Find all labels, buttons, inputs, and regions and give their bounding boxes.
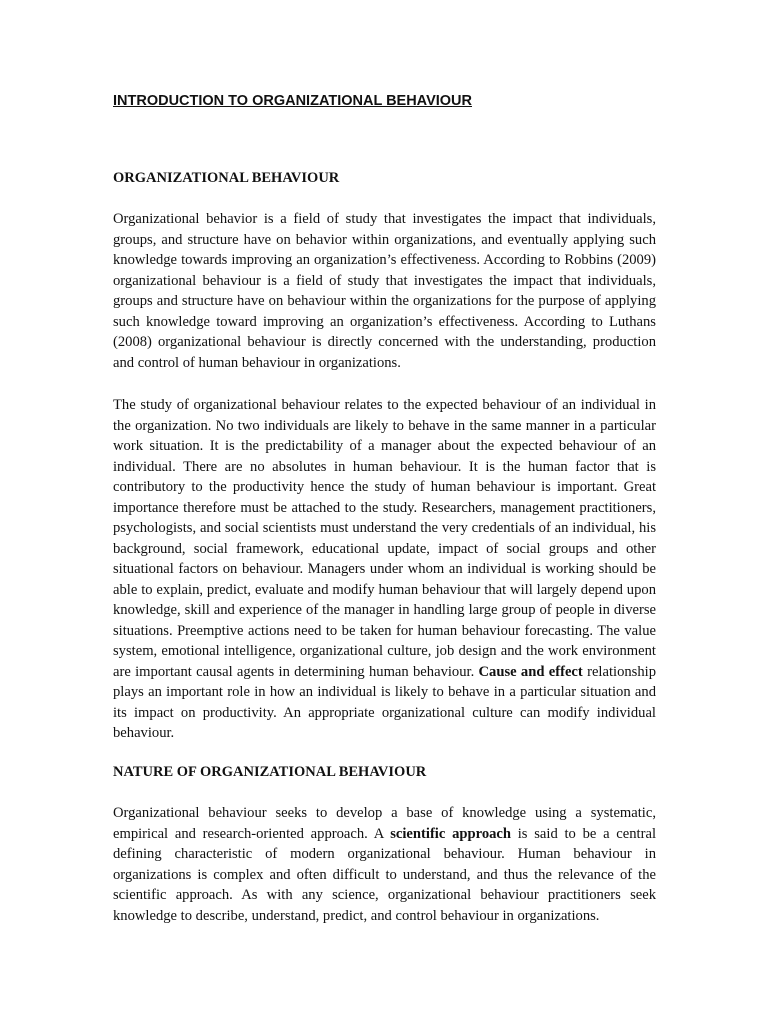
- document-title: INTRODUCTION TO ORGANIZATIONAL BEHAVIOUR: [113, 93, 473, 109]
- paragraph-study-of-behaviour: [113, 395, 656, 744]
- section-heading-nature: NATURE OF ORGANIZATIONAL BEHAVIOUR: [113, 764, 427, 780]
- paragraph-text: is said to be a central defining characteristic of modern organizational behaviour. Human behaviour in organizations is complex and often difficult to understand, and thus the relevance of the scientific approach. As with any science, organizational behaviour practitioners seek knowledge to describe, understand, predict, and control behaviour in organizations.: [113, 825, 656, 924]
- section-heading-organizational-behaviour: ORGANIZATIONAL BEHAVIOUR: [113, 170, 340, 186]
- paragraph-text: The study of organizational behaviour relates to the expected behaviour of an individual in the organization. No two individuals are likely to behave in the same manner in a particular work situation. It is the predictability of a manager about the expected behaviour of an individual. There are no absolutes in human behaviour. It is the human factor that is contributory to the productivity hence the study of human behaviour is important. Great importance therefore must be attached to the study. Researchers, management practitioners, psychologists, and social scientists must understand the very credentials of an individual, his background, social framework, educational update, impact of social groups and other situational factors on behaviour. Managers under whom an individual is working should be able to explain, predict, evaluate and modify human behaviour that will largely depend upon knowledge, skill and experience of the manager in handling large group of people in diverse situations. Preemptive actions need to be taken for human behaviour forecasting. The value system, emotional intelligence, organizational culture, job design and the work environment are important causal agents in determining human behaviour.: [113, 397, 656, 680]
- bold-term-scientific-approach: scientific approach: [390, 825, 512, 842]
- paragraph-definition: Organizational behavior is a field of study that investigates the impact that individuals, groups, and structure have on behavior within organizations, and eventually applying such knowledge towards improving an organization’s effectiveness. According to Robbins (2009) organizational behaviour is a field of study that investigates the impact that individuals, groups and structure have on behaviour within the organizations for the purpose of applying such knowledge toward improving an organization’s effectiveness. According to Luthans (2008) organizational behaviour is directly concerned with the understanding, production and control of human behaviour in organizations.: [113, 211, 656, 371]
- paragraph-text: relationship plays an important role in how an individual is likely to behave in a particular situation and its impact on productivity. An appropriate organizational culture can modify individual behaviour.: [113, 663, 656, 741]
- paragraph-nature: [113, 803, 656, 926]
- paragraph-text: Organizational behaviour seeks to develop a base of knowledge using a systematic, empirical and research-oriented approach. A: [113, 805, 656, 842]
- bold-term-cause-and-effect: Cause and effect: [478, 663, 583, 680]
